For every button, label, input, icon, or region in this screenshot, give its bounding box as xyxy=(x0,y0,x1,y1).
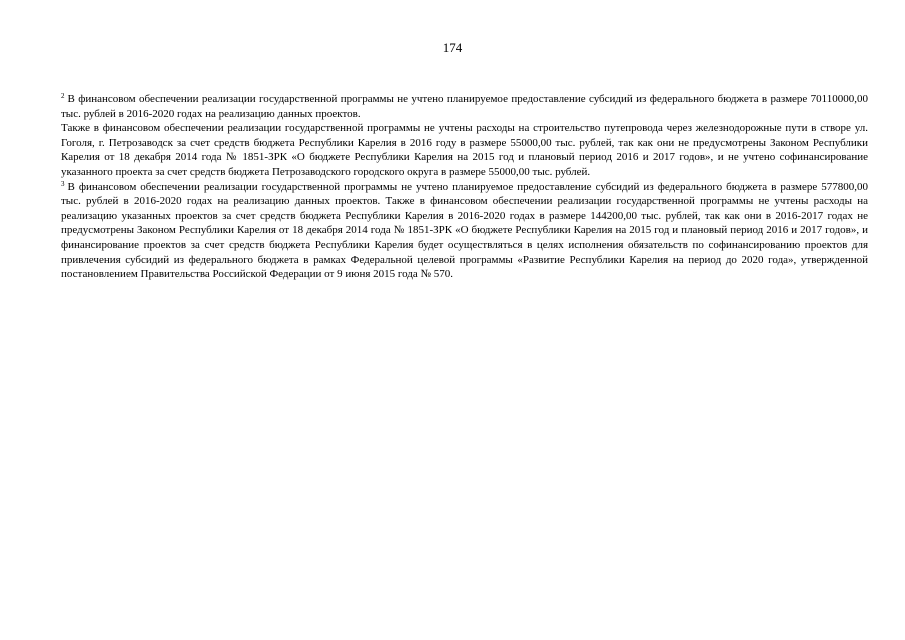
footnotes-section xyxy=(61,92,868,282)
footnote-marker: 3 xyxy=(61,179,65,188)
footnote-text: В финансовом обеспечении реализации государственной программы не учтено планируемое предоставление субсидий из федерального бюджета в размере 70110000,00 тыс. рублей в 2016-2020 годах на реализацию данных проектов. xyxy=(61,93,868,120)
footnote-2 xyxy=(61,92,868,121)
footnote-marker: 2 xyxy=(61,92,65,100)
footnote-3 xyxy=(61,180,868,282)
footnote-text: В финансовом обеспечении реализации государственной программы не учтено планируемое предоставление субсидий из федерального бюджета в размере 577800,00 тыс. рублей в 2016-2020 годах на реализацию данных проектов. Также в финансовом обеспечении реализации государственной программы не учтены расходы на реализацию указанных проектов за счет средств бюджета Республики Карелия в 2016-2020 годах в размере 144200,00 тыс. рублей, так как они в 2016-2017 годах не предусмотрены Законом Республики Карелия от 18 декабря 2014 года № 1851-ЗРК «О бюджете Республики Карелия на 2015 год и плановый период 2016 и 2017 годов», и финансирование проектов за счет средств бюджета Республики Карелия будет осуществляться в целях исполнения обязательств по софинансированию проектов для привлечения субсидий из федерального бюджета в рамках Федеральной целевой программы «Развитие Республики Карелия на период до 2020 года», утвержденной постановлением Правительства Российской Федерации от 9 июня 2015 года № 570. xyxy=(61,180,868,281)
page-number: 174 xyxy=(442,40,463,55)
footnote-2-continuation: Также в финансовом обеспечении реализации государственной программы не учтены расходы на строительство путепровода через железнодорожные пути в створе ул. Гоголя, г. Петрозаводск за счет средств бюджета Республики Карелия в 2016 году в размере 55000,00 тыс. рублей, так как они не предусмотрены Законом Республики Карелия от 18 декабря 2014 года № 1851-ЗРК «О бюджете Республики Карелия на 2015 год и плановый период 2016 и 2017 годов», и не учтено софинансирование указанного проекта за счет средств бюджета Петрозаводского городского округа в размере 55000,00 тыс. рублей. xyxy=(61,122,868,178)
